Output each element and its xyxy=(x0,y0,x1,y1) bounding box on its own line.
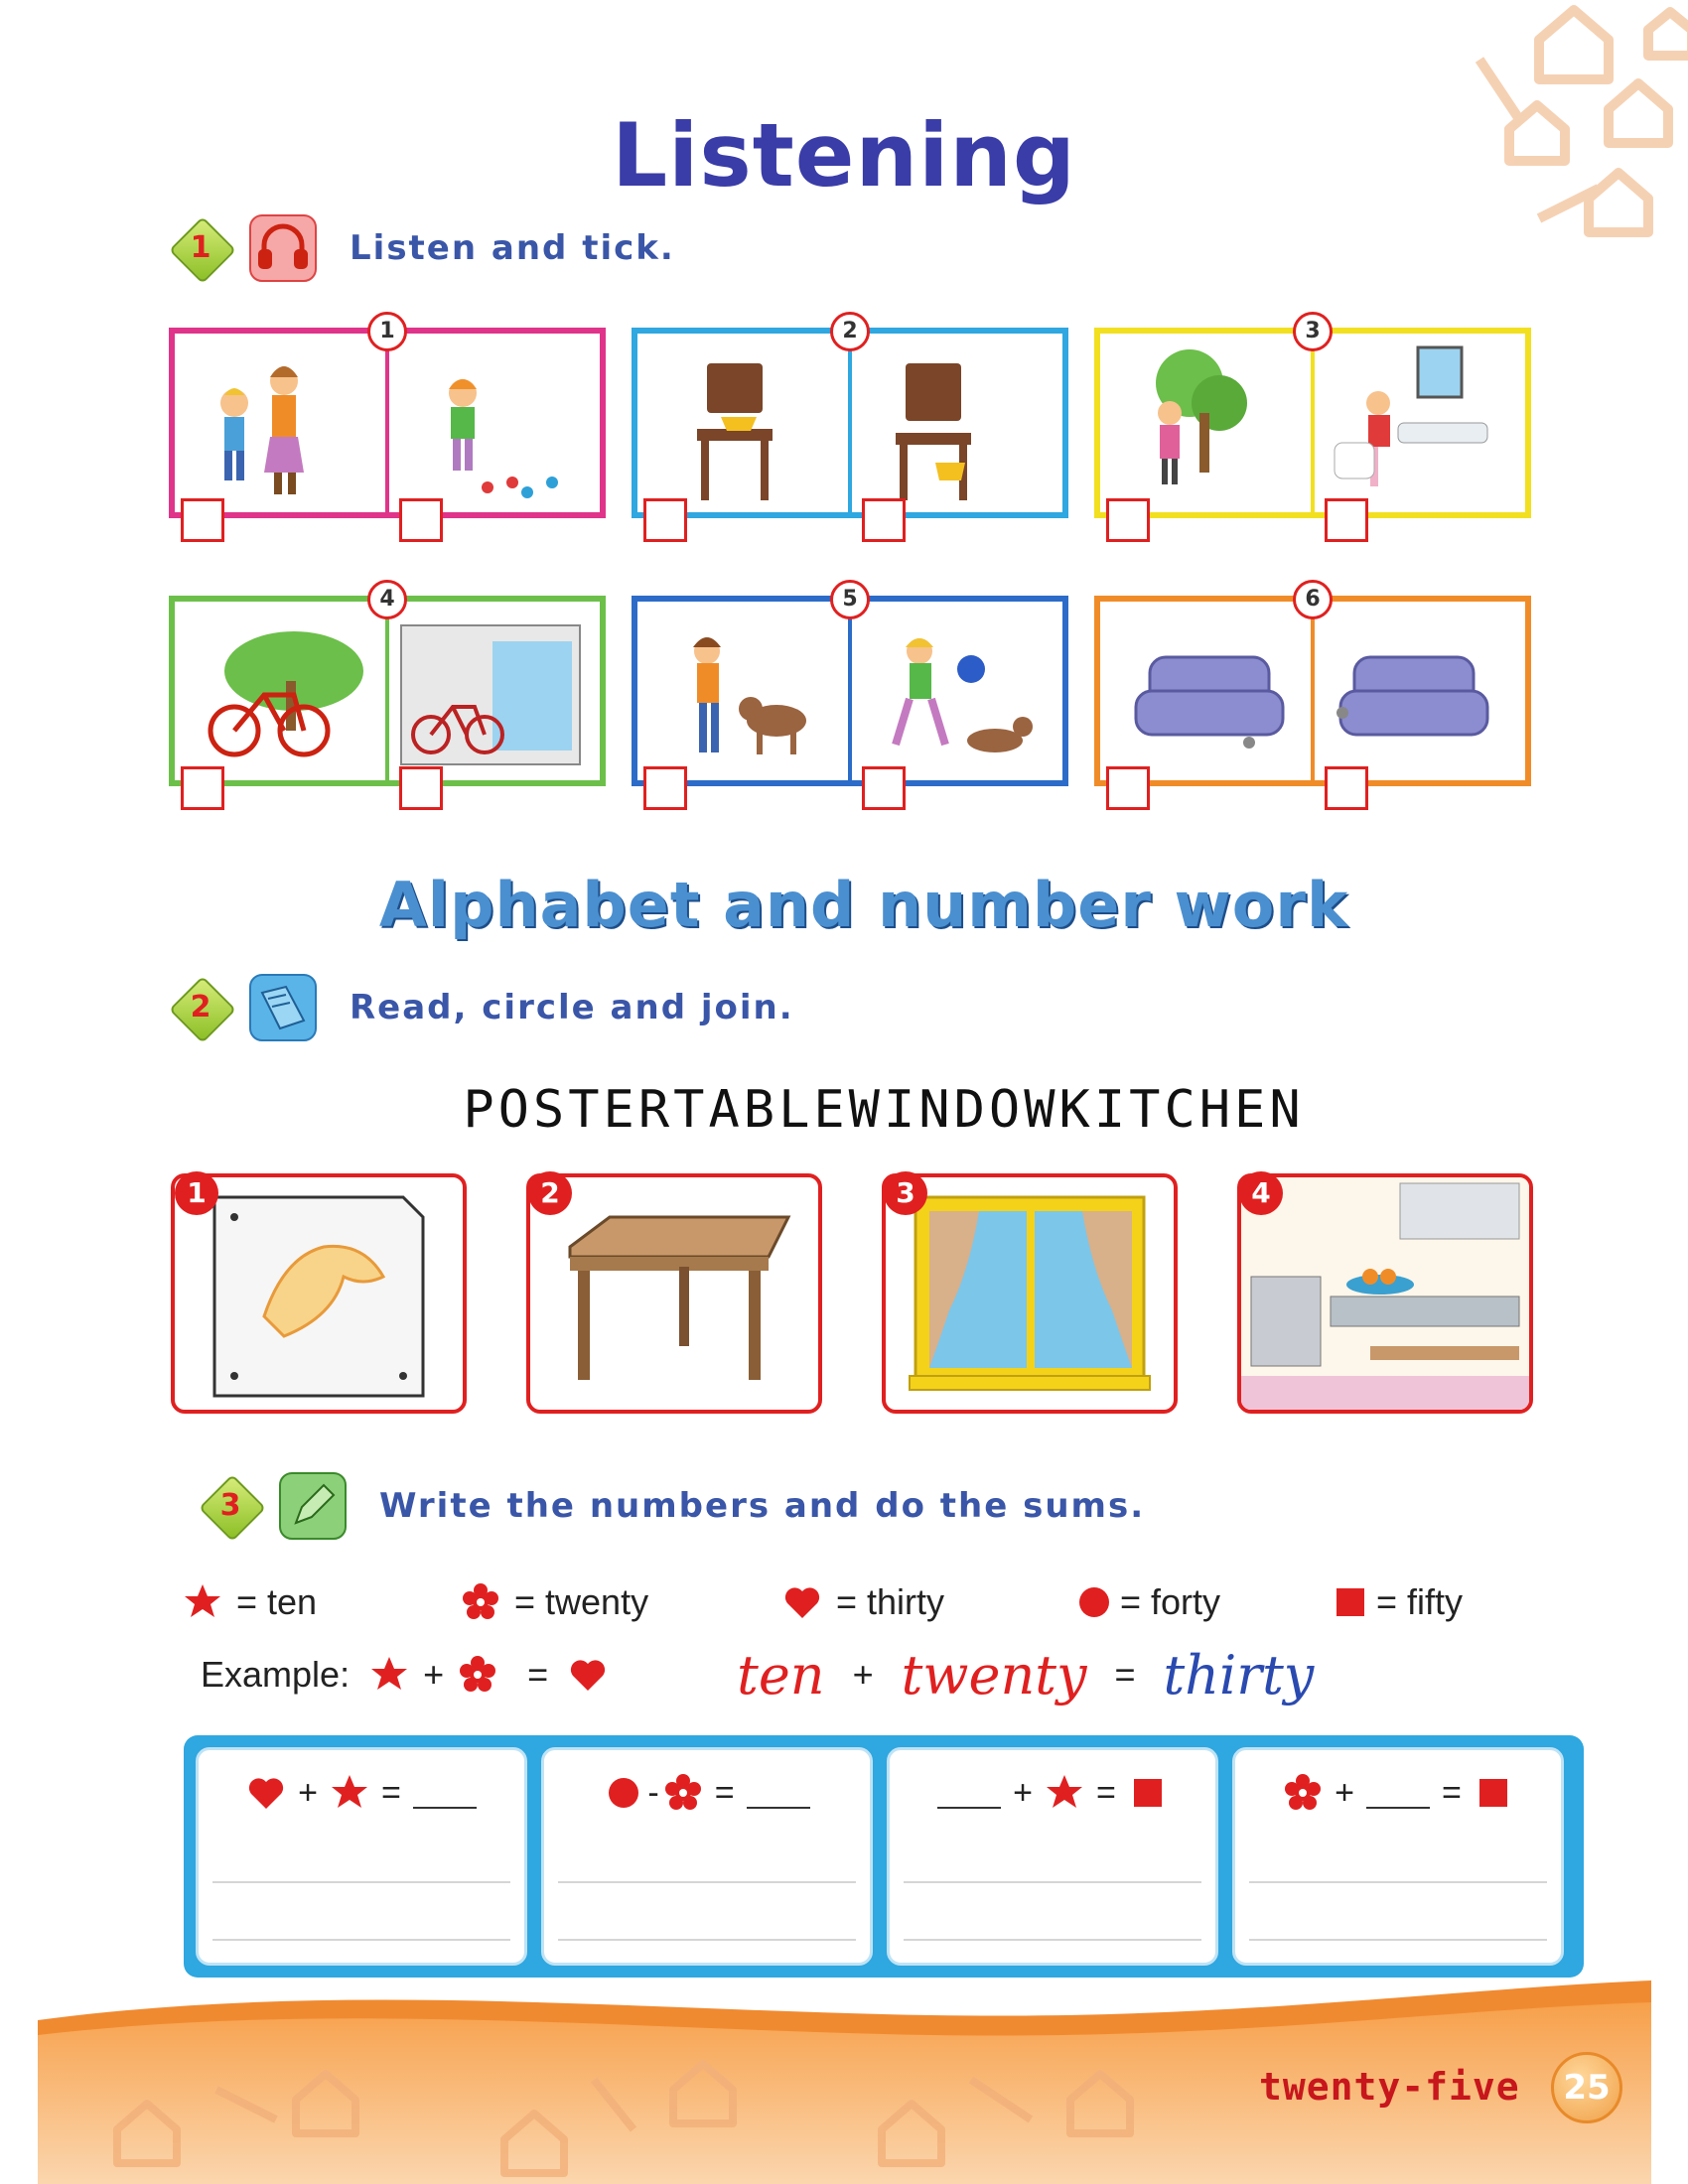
answer-blank[interactable] xyxy=(1366,1777,1430,1809)
bicycles-scene-illustration xyxy=(175,602,600,780)
legend-star: = ten xyxy=(183,1580,317,1624)
circle-icon xyxy=(604,1773,643,1813)
picture-card-table[interactable] xyxy=(526,1173,822,1414)
example-label: Example: xyxy=(201,1654,351,1695)
poster-illustration xyxy=(175,1177,463,1410)
legend-circle: = forty xyxy=(1074,1580,1220,1624)
listening-item-3: 3 xyxy=(1094,328,1531,518)
page-number-badge: 25 xyxy=(1551,2052,1622,2123)
exercise-number-badge: 2 xyxy=(169,976,232,1039)
picture-number-1: 1 xyxy=(175,1171,218,1215)
sum-cell-1: + = xyxy=(196,1747,527,1966)
flower-icon xyxy=(461,1582,500,1622)
example-word-ten: ten xyxy=(737,1643,825,1706)
example-sum: Example: + = ten + twenty = thirty xyxy=(201,1643,1315,1706)
listening-item-2: 2 xyxy=(632,328,1068,518)
answer-blank[interactable] xyxy=(747,1777,810,1809)
listening-item-4: 4 xyxy=(169,596,606,786)
picture-card-kitchen[interactable] xyxy=(1237,1173,1533,1414)
flower-icon xyxy=(458,1655,497,1695)
example-word-twenty: twenty xyxy=(901,1643,1087,1706)
circle-icon xyxy=(1074,1582,1114,1622)
writing-line[interactable] xyxy=(558,1939,856,1941)
legend-flower: = twenty xyxy=(461,1580,648,1624)
picture-number-2: 2 xyxy=(528,1171,572,1215)
picture-number-4: 4 xyxy=(1239,1171,1283,1215)
tick-box[interactable] xyxy=(399,498,443,542)
tree-and-sink-illustration xyxy=(1100,334,1525,512)
exercise-number-badge: 3 xyxy=(199,1474,262,1538)
window-illustration xyxy=(886,1177,1174,1410)
girls-scene-illustration xyxy=(175,334,600,512)
sum-cell-3: + = xyxy=(887,1747,1218,1966)
tick-box[interactable] xyxy=(1325,766,1368,810)
heart-icon xyxy=(568,1655,608,1695)
writing-line[interactable] xyxy=(1249,1939,1547,1941)
square-icon xyxy=(1474,1773,1513,1813)
heart-icon xyxy=(782,1582,822,1622)
heart-icon xyxy=(246,1773,286,1813)
tick-box[interactable] xyxy=(643,498,687,542)
sum-cell-4: + = xyxy=(1232,1747,1564,1966)
page-number-words: twenty-five xyxy=(1259,2065,1520,2109)
answer-blank[interactable] xyxy=(937,1777,1001,1809)
exercise-2-instruction: Read, circle and join. xyxy=(350,988,794,1027)
square-icon xyxy=(1128,1773,1168,1813)
tick-box[interactable] xyxy=(1106,498,1150,542)
tick-box[interactable] xyxy=(643,766,687,810)
exercise-number-badge: 1 xyxy=(169,216,232,280)
tick-box[interactable] xyxy=(1325,498,1368,542)
writing-line[interactable] xyxy=(1249,1881,1547,1883)
page-title: Listening xyxy=(612,104,1076,206)
example-word-thirty: thirty xyxy=(1163,1643,1315,1706)
exercise-3-instruction: Write the numbers and do the sums. xyxy=(379,1486,1146,1526)
legend-heart: = thirty xyxy=(782,1580,944,1624)
legend-square: = fifty xyxy=(1331,1580,1463,1624)
star-icon xyxy=(1045,1773,1084,1813)
table-illustration xyxy=(530,1177,818,1410)
book-icon xyxy=(248,973,318,1042)
writing-line[interactable] xyxy=(212,1881,510,1883)
picture-number-3: 3 xyxy=(884,1171,927,1215)
writing-line[interactable] xyxy=(904,1881,1201,1883)
picture-card-poster[interactable] xyxy=(171,1173,467,1414)
square-icon xyxy=(1331,1582,1370,1622)
tick-box[interactable] xyxy=(181,498,224,542)
headphones-icon xyxy=(248,213,318,283)
chairs-scene-illustration xyxy=(637,334,1062,512)
tick-box[interactable] xyxy=(181,766,224,810)
flower-icon xyxy=(663,1773,703,1813)
tick-box[interactable] xyxy=(1106,766,1150,810)
writing-line[interactable] xyxy=(558,1881,856,1883)
exercise-2-header xyxy=(169,973,794,1042)
kitchen-illustration xyxy=(1241,1177,1529,1410)
listening-item-6: 6 xyxy=(1094,596,1531,786)
tick-box[interactable] xyxy=(862,498,906,542)
exercise-1-instruction: Listen and tick. xyxy=(350,228,675,268)
writing-line[interactable] xyxy=(212,1939,510,1941)
section-title: Alphabet and number work xyxy=(378,869,1349,941)
star-icon xyxy=(330,1773,369,1813)
answer-blank[interactable] xyxy=(413,1777,477,1809)
word-search-string[interactable]: POSTERTABLEWINDOWKITCHEN xyxy=(463,1080,1305,1140)
sum-cell-2: - = xyxy=(541,1747,873,1966)
exercise-3-header xyxy=(199,1471,1145,1541)
exercise-1-header xyxy=(169,213,675,283)
tick-box[interactable] xyxy=(399,766,443,810)
picture-card-window[interactable] xyxy=(882,1173,1178,1414)
star-icon xyxy=(369,1655,409,1695)
pencil-icon xyxy=(278,1471,348,1541)
flower-icon xyxy=(1283,1773,1323,1813)
listening-item-1: 1 xyxy=(169,328,606,518)
sums-panel xyxy=(184,1735,1584,1978)
writing-line[interactable] xyxy=(904,1939,1201,1941)
armchairs-scene-illustration xyxy=(1100,602,1525,780)
star-icon xyxy=(183,1582,222,1622)
tick-box[interactable] xyxy=(862,766,906,810)
girl-and-dog-illustration xyxy=(637,602,1062,780)
listening-item-5: 5 xyxy=(632,596,1068,786)
